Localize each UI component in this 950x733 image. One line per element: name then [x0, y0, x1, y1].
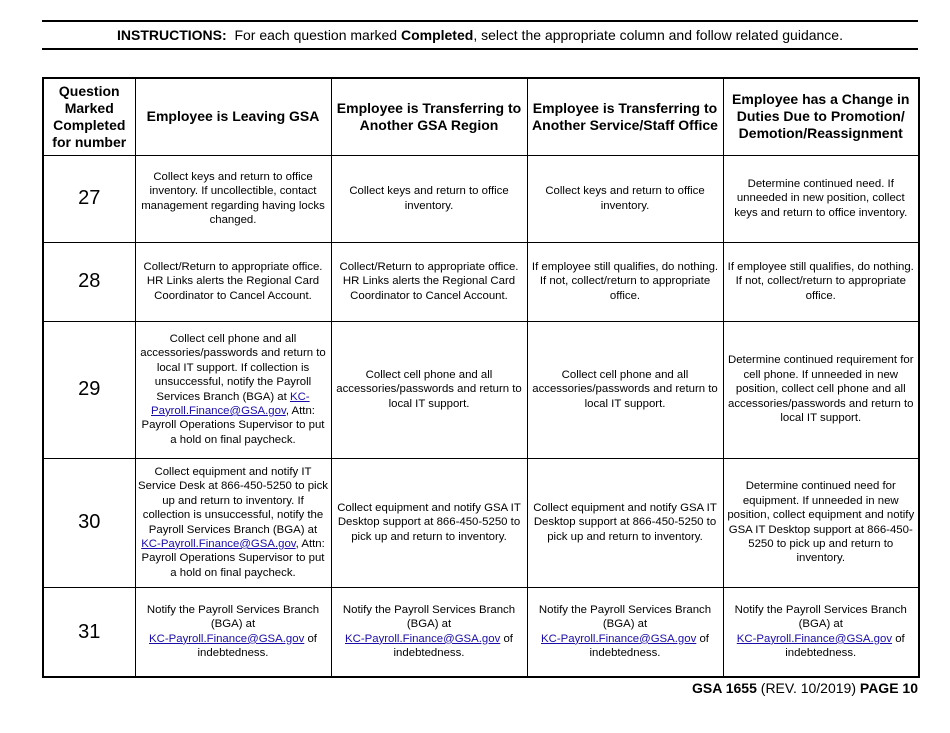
cell-region: Collect equipment and notify GSA IT Desktop support at 866-450-5250 to pick up and return to inventory. [331, 458, 527, 587]
cell-change: If employee still qualifies, do nothing. If not, collect/return to appropriate office. [723, 242, 919, 321]
cell-leaving-text: Collect cell phone and all accessories/passwords and return to local IT support. If collection is unsuccessful, notify the Payroll Services Branch (BGA) at [140, 332, 326, 403]
question-number: 30 [43, 458, 135, 587]
cell-office: Collect keys and return to office inventory. [527, 155, 723, 242]
cell-leaving: Collect keys and return to office inventory. If uncollectible, contact management regarding having locks changed. [135, 155, 331, 242]
payroll-email-link[interactable]: KC-Payroll.Finance@GSA.gov [151, 390, 310, 417]
cell-leaving [135, 458, 331, 587]
payroll-email-link[interactable]: KC-Payroll.Finance@GSA.gov [541, 632, 697, 645]
table-row [43, 458, 919, 587]
form-revision: (REV. 10/2019) [760, 680, 856, 696]
cell-region: Collect keys and return to office inventory. [331, 155, 527, 242]
cell-office [527, 587, 723, 677]
payroll-email-link[interactable]: KC-Payroll.Finance@GSA.gov [736, 632, 893, 645]
notify-text: Notify the Payroll Services Branch (BGA) at [734, 603, 907, 631]
table-row [43, 587, 919, 677]
cell-leaving-text: Collect equipment and notify IT Service Desk at 866-450-5250 to pick up and return to inventory. If collection is unsuccessful, notify the Payroll Services Branch (BGA) at [138, 465, 328, 536]
table-row [43, 155, 919, 242]
cell-leaving [135, 587, 331, 677]
notify-text-after: of indebtedness. [785, 632, 905, 660]
notify-text-after: of indebtedness. [197, 632, 317, 660]
header-change-duties: Employee has a Change in Duties Due to Promotion/ Demotion/Reassignment [723, 78, 919, 155]
header-question-number: Question Marked Completed for number [43, 78, 135, 155]
table-row [43, 321, 919, 458]
notify-text: Notify the Payroll Services Branch (BGA) at [342, 603, 516, 631]
payroll-email-link[interactable]: KC-Payroll.Finance@GSA.gov [141, 537, 296, 550]
cell-change: Determine continued need. If unneeded in new position, collect keys and return to office inventory. [723, 155, 919, 242]
instructions-text-before: For each question marked [234, 27, 398, 43]
guidance-table [42, 77, 920, 678]
cell-region: Collect cell phone and all accessories/passwords and return to local IT support. [331, 321, 527, 458]
table-row [43, 242, 919, 321]
payroll-email-link[interactable]: KC-Payroll.Finance@GSA.gov [345, 632, 501, 645]
cell-office: Collect equipment and notify GSA IT Desktop support at 866-450-5250 to pick up and return to inventory. [527, 458, 723, 587]
instructions-text-after: , select the appropriate column and follow related guidance. [473, 27, 843, 43]
instructions-banner [42, 20, 918, 50]
cell-region: Collect/Return to appropriate office. HR Links alerts the Regional Card Coordinator to Cancel Account. [331, 242, 527, 321]
header-row [43, 78, 919, 155]
notify-text-after: of indebtedness. [589, 632, 709, 660]
cell-change: Determine continued need for equipment. If unneeded in new position, collect equipment and notify GSA IT Desktop support at 866-450-5250 to pick up and return to inventory. [723, 458, 919, 587]
notify-text-after: of indebtedness. [393, 632, 513, 660]
question-number: 28 [43, 242, 135, 321]
header-transfer-office: Employee is Transferring to Another Service/Staff Office [527, 78, 723, 155]
instructions-emphasis: Completed [400, 27, 474, 43]
instructions-label: INSTRUCTIONS: [116, 27, 227, 43]
cell-leaving-text-after: , Attn: Payroll Operations Supervisor to put a hold on final paycheck. [141, 537, 325, 579]
cell-region [331, 587, 527, 677]
form-number: GSA 1655 [692, 680, 757, 696]
cell-leaving [135, 321, 331, 458]
header-transfer-region: Employee is Transferring to Another GSA Region [331, 78, 527, 155]
header-leaving-gsa: Employee is Leaving GSA [135, 78, 331, 155]
cell-leaving-text-after: , Attn: Payroll Operations Supervisor to put a hold on final paycheck. [141, 404, 325, 446]
cell-change [723, 587, 919, 677]
page-footer [692, 680, 918, 696]
cell-leaving: Collect/Return to appropriate office. HR Links alerts the Regional Card Coordinator to Cancel Account. [135, 242, 331, 321]
cell-office: If employee still qualifies, do nothing. If not, collect/return to appropriate office. [527, 242, 723, 321]
notify-text: Notify the Payroll Services Branch (BGA) at [538, 603, 712, 631]
question-number: 31 [43, 587, 135, 677]
question-number: 27 [43, 155, 135, 242]
cell-office: Collect cell phone and all accessories/passwords and return to local IT support. [527, 321, 723, 458]
page-number: PAGE 10 [859, 680, 918, 696]
question-number: 29 [43, 321, 135, 458]
notify-text: Notify the Payroll Services Branch (BGA) at [146, 603, 320, 631]
cell-change: Determine continued requirement for cell phone. If unneeded in new position, collect cell phone and all accessories/passwords and return to local IT support. [723, 321, 919, 458]
payroll-email-link[interactable]: KC-Payroll.Finance@GSA.gov [149, 632, 305, 645]
